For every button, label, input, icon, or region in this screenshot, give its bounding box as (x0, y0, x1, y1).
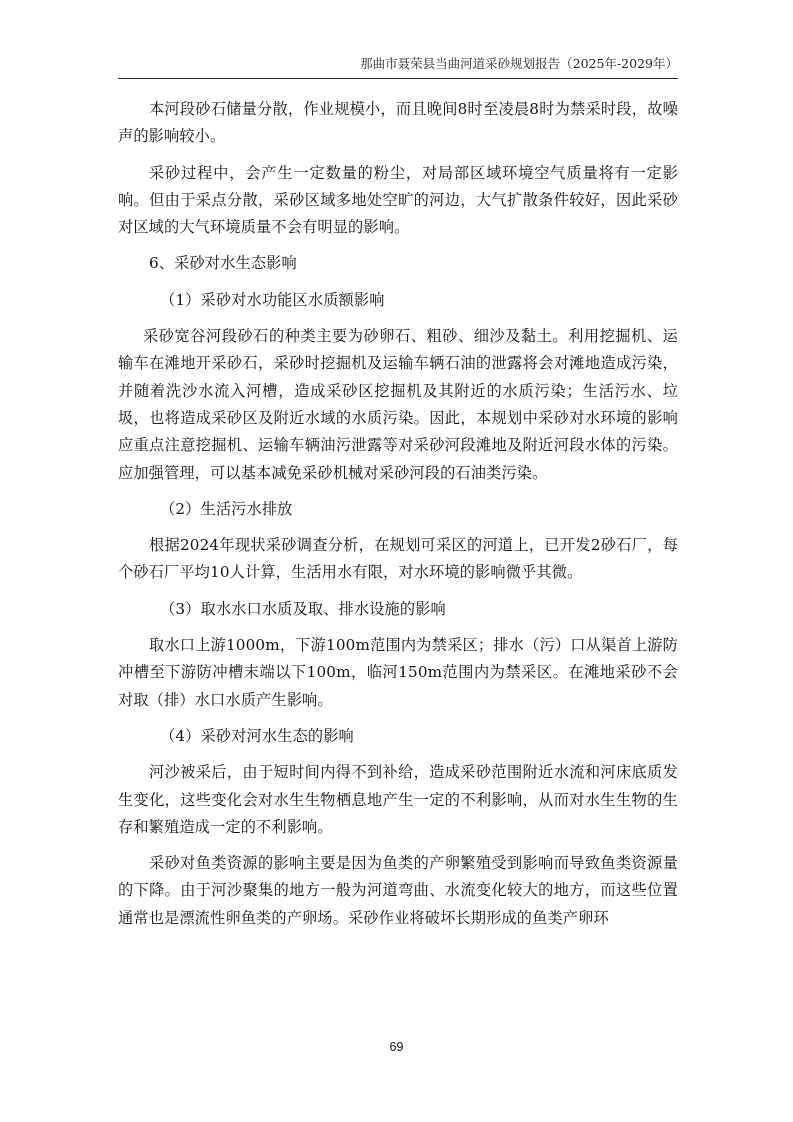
header-title: 那曲市聂荣县当曲河道采砂规划报告（2025年-2029年） (360, 56, 678, 71)
subsection-heading-1: （1）采砂对水功能区水质额影响 (160, 290, 385, 309)
paragraph-river-ecology: 河沙被采后，由于短时间内得不到补给，造成采砂范围附近水流和河床底质发生变化，这些变化会对水生生物栖息地产生一定的不利影响，从而对水生生物的生存和繁殖造成一定的不利影响。 (118, 763, 678, 836)
paragraph-intake: 取水口上游1000m，下游100m范围内为禁采区；排水（污）口从渠首上游防冲槽至下游防冲槽末端以下100m，临河150m范围内为禁采区。在滩地采砂不会对取（排）水口水质产生影响。 (118, 636, 678, 709)
paragraph-water-quality: 采砂宽谷河段砂石的种类主要为砂卵石、粗砂、细沙及黏土。利用挖掘机、运输车在滩地开采砂石，采砂时挖掘机及运输车辆石油的泄露将会对滩地造成污染，并随着洗沙水流入河槽，造成采砂区挖掘机及其附近的水质污染；生活污水、垃圾，也将造成采砂区及附近水域的水质污染。因此，本规划中采砂对水环境的影响应重点注意挖掘机、运输车辆油污泄露等对采砂河段滩地及附近河段水体的污染。应加强管理，可以基本减免采砂机械对采砂河段的石油类污染。 (118, 327, 678, 482)
paragraph-fish-resources: 采砂对鱼类资源的影响主要是因为鱼类的产卵繁殖受到影响而导致鱼类资源量的下降。由于河沙聚集的地方一般为河道弯曲、水流变化较大的地方，而这些位置通常也是漂流性卵鱼类的产卵场。采砂作业将破坏长期形成的鱼类产卵环 (118, 854, 678, 927)
paragraph-dust: 采砂过程中，会产生一定数量的粉尘，对局部区域环境空气质量将有一定影响。但由于采点分散，采砂区域多地处空旷的河边，大气扩散条件较好，因此采砂对区域的大气环境质量不会有明显的影响。 (118, 163, 678, 237)
subsection-heading-2: （2）生活污水排放 (160, 499, 293, 518)
page-number: 69 (389, 1040, 404, 1054)
paragraph-sewage: 根据2024年现状采砂调查分析，在规划可采区的河道上，已开发2砂石厂，每个砂石厂平均10人计算，生活用水有限，对水环境的影响微乎其微。 (118, 536, 678, 582)
page-header (118, 56, 678, 79)
subsection-heading-3: （3）取水水口水质及取、排水设施的影响 (160, 599, 446, 618)
subsection-heading-4: （4）采砂对河水生态的影响 (160, 726, 354, 745)
section-heading-water-ecology: 6、采砂对水生态影响 (149, 254, 297, 273)
paragraph-noise: 本河段砂石储量分散，作业规模小，而且晚间8时至凌晨8时为禁采时段，故噪声的影响较小。 (118, 100, 678, 146)
document-body (118, 96, 678, 941)
